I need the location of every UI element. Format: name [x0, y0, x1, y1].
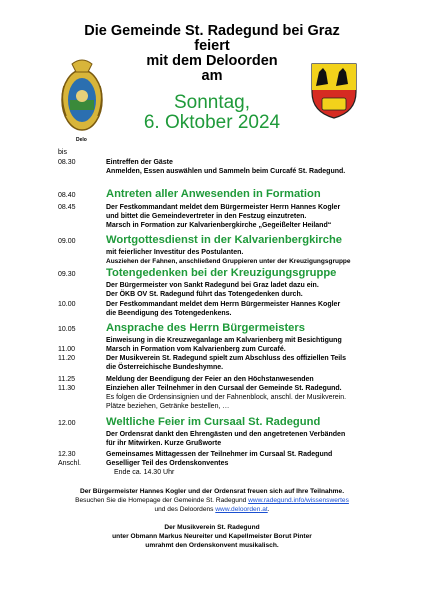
item-line: Marsch in Formation zur Kalvarienbergkirche „Gegeißelter Heiland“ [106, 222, 332, 229]
time-label: 10.00 [58, 301, 76, 308]
time-label: 08.30 [58, 159, 76, 166]
item-headline: Ansprache des Herrn Bürgermeisters [106, 322, 305, 334]
gemeinde-wappen-icon [310, 62, 358, 120]
item-line: Eintreffen der Gäste [106, 159, 173, 166]
time-label: 09.00 [58, 238, 76, 245]
time-label: 11.00 [58, 346, 75, 353]
item-headline: Wortgottesdienst in der Kalvarienbergkirche [106, 234, 343, 246]
title-line-3: mit dem Deloorden [146, 53, 278, 69]
title-line-4: am [201, 68, 223, 84]
item-headline: Weltliche Feier im Cursaal St. Radegund [106, 416, 321, 428]
item-line: Der ÖKB OV St. Radegund führt das Totengedenken durch. [106, 291, 303, 298]
item-line: für ihr Mitwirken. Kurze Grußworte [106, 440, 222, 447]
link-radegund[interactable]: www.radegund.info/wissenswertes [248, 497, 349, 504]
item-line: Ende ca. 14.30 Uhr [114, 469, 175, 476]
time-label: 11.20 [58, 355, 75, 362]
time-label: 12.30 [58, 451, 76, 458]
item-line: Meldung der Beendigung der Feier an den Höchstanwesenden [106, 376, 314, 383]
item-line: Der Festkommandant meldet dem Bürgermeister Herrn Hannes Kogler [106, 204, 341, 211]
footer-text: und des Deloordens [154, 506, 216, 513]
footer-line-5: unter Obmann Markus Neureiter und Kapellmeister Borut Pinter [112, 533, 312, 540]
crest-caption: Delo [76, 137, 87, 143]
item-line: Ausziehen der Fahnen, anschließend Gruppieren unter der Kreuzigungsgruppe [106, 258, 351, 265]
header [0, 0, 424, 152]
footer-line-6: umrahmt den Ordenskonvent musikalisch. [145, 542, 279, 549]
item-line: Der Bürgermeister von Sankt Radegund bei Graz ladet dazu ein. [106, 282, 319, 289]
item-line: Einweisung in die Kreuzweganlage am Kalvarienberg mit Besichtigung [106, 337, 342, 344]
item-headline: Totengedenken bei der Kreuzigungsgruppe [106, 267, 337, 279]
time-label: 08.45 [58, 204, 76, 211]
time-label: 10.05 [58, 326, 76, 333]
item-headline: Antreten aller Anwesenden in Formation [106, 188, 321, 200]
item-line: Der Musikverein St. Radegund spielt zum Abschluss des offiziellen Teils [106, 355, 346, 362]
link-deloorden[interactable]: www.deloorden.at [215, 506, 268, 513]
item-line: Geselliger Teil des Ordenskonventes [106, 460, 229, 467]
footer-line-2 [0, 497, 424, 505]
item-line: mit feierlicher Investitur des Postulanten. [106, 249, 244, 256]
time-label: 08.40 [58, 192, 76, 199]
date-full: 6. Oktober 2024 [143, 112, 281, 133]
title-line-1: Die Gemeinde St. Radegund bei Graz [84, 23, 340, 39]
item-line: die Beendigung des Totengedenkens. [106, 310, 232, 317]
footer-text: Besuchen Sie die Homepage der Gemeinde St. Radegund [75, 497, 249, 504]
footer-text: . [267, 506, 270, 513]
time-label: 09.30 [58, 271, 76, 278]
footer-line-4: Der Musikverein St. Radegund [164, 524, 260, 531]
item-line: Der Festkommandant meldet dem Herrn Bürgermeister Hannes Kogler [106, 301, 341, 308]
item-line: Der Ordensrat dankt den Ehrengästen und den angetretenen Verbänden [106, 431, 346, 438]
item-line: Gemeinsames Mittagessen der Teilnehmer im Cursaal St. Radegund [106, 451, 333, 458]
date-weekday: Sonntag, [173, 92, 251, 113]
bis-label: bis [58, 149, 67, 156]
item-line: Plätze beziehen, Getränke bestellen, … [106, 403, 230, 410]
time-label: 11.30 [58, 385, 75, 392]
item-line: und bittet die Gemeindevertreter in den Festzug einzutreten. [106, 213, 307, 220]
item-line: Einziehen aller Teilnehmer in den Cursaal der Gemeinde St. Radegund. [106, 385, 342, 392]
item-line: die Österreichische Bundeshymne. [106, 364, 224, 371]
item-line: Marsch in Formation vom Kalvarienberg zum Curcafé. [106, 346, 286, 353]
title-line-2: feiert [194, 38, 230, 54]
footer-line-3 [0, 506, 424, 514]
time-label: Anschl. [58, 460, 81, 467]
footer-line-1: Der Bürgermeister Hannes Kogler und der Ordensrat freuen sich auf Ihre Teilnahme. [79, 488, 345, 495]
time-label: 11.25 [58, 376, 75, 383]
item-line: Es folgen die Ordensinsignien und der Fahnenblock, anschl. der Musikverein. [106, 394, 347, 401]
time-label: 12.00 [58, 420, 76, 427]
deloorden-crest-icon [58, 56, 106, 136]
item-line: Anmelden, Essen auswählen und Sammeln beim Curcafé St. Radegund. [106, 168, 346, 175]
